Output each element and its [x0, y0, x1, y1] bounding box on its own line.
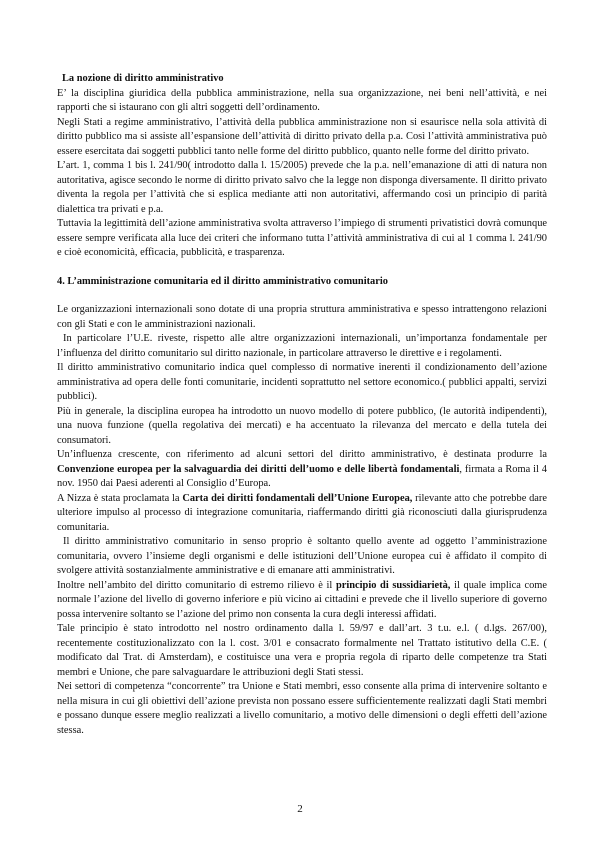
paragraph: Più in generale, la disciplina europea ha introdotto un nuovo modello di potere pubblico, (le autorità indipendenti), una nuova funzione (quella regolativa dei mercati) e ha accentuato la rilevanza del mercato e della tutela dei consumatori.: [57, 405, 547, 446]
paragraph: Nei settori di competenza “concorrente” tra Unione e Stati membri, esso consente alla prima di intervenire soltanto e nella misura in cui gli obiettivi dell’azione prevista non possano essere sufficientemente realizzati dagli Stati membri e possano dunque essere meglio realizzati a livello comunitario, a motivo delle dimensioni o degli effetti dell’azione stessa.: [57, 681, 547, 736]
paragraph: Il diritto amministrativo comunitario indica quel complesso di normative inerenti il condizionamento dell’azione amministrativa ad opera delle fonti comunitarie, incidenti soprattutto nel settore economico.( pubblici appalti, servizi pubblici).: [57, 362, 547, 402]
text-run: Inoltre nell’ambito del diritto comunitario di estremo rilievo è il: [57, 579, 336, 591]
paragraph: Il diritto amministrativo comunitario in senso proprio è soltanto quello avente ad oggetto l’amministrazione comunitaria, ovvero l’insieme degli organismi e delle istituzioni dell’Unione europea cui è affidato il compito di svolgere attività sostanzialmente amministrative e di emanare atti amministrativi.: [57, 536, 547, 576]
section-heading-nozione: La nozione di diritto amministrativo: [62, 73, 224, 84]
paragraph: Tuttavia la legittimità dell’azione amministrativa svolta attraverso l’impiego di strumenti privatistici dovrà comunque essere sempre verificata alla luce dei criteri che informano tutta l’attività amministrativa di cui al 1 comma l. 241/90 e cioè economicità, efficacia, pubblicità, e trasparenza.: [57, 218, 547, 258]
text-run: rilevante atto che potrebbe dare ulteriore impulso al processo di integrazione comunitaria, riaffermando diritti già riconosciuti dalla giurisprudenza comunitaria.: [57, 492, 547, 533]
paragraph: Tale principio è stato introdotto nel nostro ordinamento dalla l. 59/97 e dall’art. 3 t.u. e.l. ( d.lgs. 267/00), recentemente costituzionalizzato con la l. cost. 3/01 e consacrato formalmente nel Trattato istitutivo della C.E. ( modificato dal Trat. di Amsterdam), e costituisce una vera e propria regola di riparto delle competenze tra Stati membri e Unione, che pare salvaguardare le attribuzioni degli Stati stessi.: [57, 623, 547, 678]
document-page: [57, 72, 547, 738]
paragraph: In particolare l’U.E. riveste, rispetto alle altre organizzazioni internazionali, un’importanza fondamentale per l’influenza del diritto comunitario sul diritto nazionale, in particolare attraverso le direttive e i regolamenti.: [57, 333, 547, 359]
text-run: , firmata a Roma il 4 nov. 1950 dai Paesi aderenti al Consiglio d’Europa.: [57, 463, 547, 489]
paragraph: [57, 579, 547, 623]
paragraph: [57, 448, 547, 492]
bold-term-sussidiarieta: principio di sussidiarietà,: [335, 579, 451, 591]
text-run: il quale implica come normale l’azione del livello di governo inferiore e più vicino ai cittadini e prevede che il livello superiore di governo possa intervenire soltanto se l’azione del primo non consenta la cura degli interessi affidati.: [57, 579, 547, 620]
bold-term-carta: Carta dei diritti fondamentali dell’Unione Europea,: [182, 492, 413, 504]
paragraph: L’art. 1, comma 1 bis l. 241/90( introdotto dalla l. 15/2005) prevede che la p.a. nell’emanazione di atti di natura non autoritativa, agisce secondo le norme di diritto privato salvo che la legge non disponga diversamente. Il diritto privato diventa la regola per l’attività che si esplica mediante atti non autoritativi, affermando così un principio di parità dialettica tra privati e p.a.: [57, 160, 547, 215]
page-number: 2: [297, 803, 303, 815]
paragraph: E’ la disciplina giuridica della pubblica amministrazione, nella sua organizzazione, nei beni nell’attività, e nei rapporti che si istaurano con gli altri soggetti dell’ordinamento.: [57, 87, 547, 113]
paragraph: [57, 492, 547, 536]
text-run: A Nizza è stata proclamata la: [57, 492, 183, 504]
paragraph: Negli Stati a regime amministrativo, l’attività della pubblica amministrazione non si esaurisce nella sola attività di diritto pubblico ma si assiste all’espansione dell’attività di diritto privato della p.a. Così l’attività amministrativa può essere esercitata dai soggetti pubblici tanto nelle forme del diritto pubblico, quanto nelle forme del diritto privato.: [57, 116, 547, 157]
text-run: Un’influenza crescente, con riferimento ad alcuni settori del diritto amministrativo, è destinata produrre la: [57, 449, 547, 460]
section-heading-amministrazione-comunitaria: 4. L’amministrazione comunitaria ed il diritto amministrativo comunitario: [57, 275, 388, 287]
bold-term-convenzione: Convenzione europea per la salvaguardia dei diritti dell’uomo e delle libertà fondamentali: [57, 463, 460, 475]
paragraph: Le organizzazioni internazionali sono dotate di una propria struttura amministrativa e spesso intrattengono relazioni con gli Stati e con le amministrazioni nazionali.: [57, 304, 547, 330]
